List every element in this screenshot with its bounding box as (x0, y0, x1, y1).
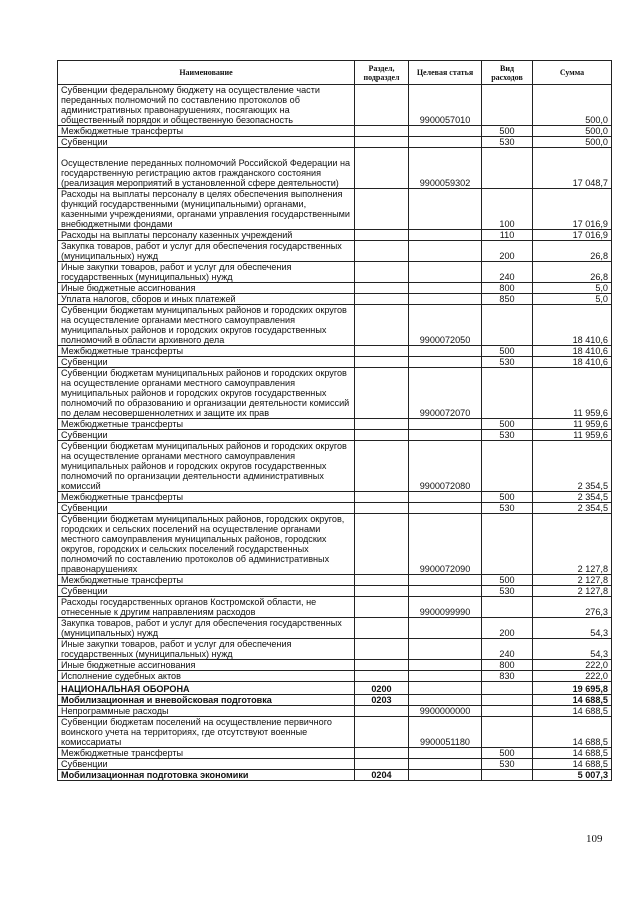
cell-amount: 2 354,5 (533, 503, 612, 514)
cell-amount: 11 959,6 (533, 368, 612, 419)
table-row (58, 430, 612, 441)
cell-section (355, 368, 409, 419)
cell-expense-type (482, 770, 533, 781)
cell-expense-type: 800 (482, 660, 533, 671)
cell-name: Субвенции бюджетам муниципальных районов и городских округов на осуществление органами местного самоуправления муниципальных районов и городских округов государственных полномочий по образованию и организации деятельности комиссий по делам несовершеннолетних и защите их прав (58, 368, 355, 419)
cell-expense-type: 200 (482, 241, 533, 262)
cell-section: 0203 (355, 695, 409, 706)
table-row (58, 660, 612, 671)
cell-name: Субвенции (58, 503, 355, 514)
cell-expense-type: 240 (482, 639, 533, 660)
cell-expense-type: 500 (482, 419, 533, 430)
cell-expense-type: 110 (482, 230, 533, 241)
cell-section (355, 671, 409, 682)
cell-target: 9900072080 (409, 441, 482, 492)
cell-amount: 17 016,9 (533, 189, 612, 230)
cell-amount: 5,0 (533, 294, 612, 305)
cell-section (355, 241, 409, 262)
header-target: Целевая статья (409, 61, 482, 85)
table-row (58, 695, 612, 706)
cell-target (409, 503, 482, 514)
table-row (58, 597, 612, 618)
cell-section (355, 717, 409, 748)
cell-expense-type (482, 514, 533, 575)
cell-expense-type: 240 (482, 262, 533, 283)
cell-expense-type (482, 706, 533, 717)
cell-target (409, 748, 482, 759)
cell-amount: 17 048,7 (533, 148, 612, 189)
cell-expense-type: 800 (482, 283, 533, 294)
table-row (58, 305, 612, 346)
cell-amount: 2 127,8 (533, 514, 612, 575)
cell-amount: 2 354,5 (533, 492, 612, 503)
cell-name: Иные бюджетные ассигнования (58, 660, 355, 671)
cell-name: Закупка товаров, работ и услуг для обеспечения государственных (муниципальных) нужд (58, 618, 355, 639)
cell-expense-type: 830 (482, 671, 533, 682)
cell-expense-type: 530 (482, 503, 533, 514)
table-row (58, 717, 612, 748)
cell-amount: 18 410,6 (533, 305, 612, 346)
table-row (58, 441, 612, 492)
header-name: Наименование (58, 61, 355, 85)
cell-name: Непрограммные расходы (58, 706, 355, 717)
cell-section (355, 346, 409, 357)
cell-name: Субвенции бюджетам поселений на осуществление первичного воинского учета на территориях, где отсутствуют военные комиссариаты (58, 717, 355, 748)
cell-target (409, 770, 482, 781)
table-row (58, 294, 612, 305)
cell-amount: 14 688,5 (533, 759, 612, 770)
cell-section (355, 148, 409, 189)
cell-expense-type (482, 695, 533, 706)
cell-amount: 11 959,6 (533, 419, 612, 430)
cell-section (355, 85, 409, 126)
table-row (58, 759, 612, 770)
cell-amount: 500,0 (533, 85, 612, 126)
cell-amount: 54,3 (533, 639, 612, 660)
cell-section (355, 430, 409, 441)
cell-expense-type: 530 (482, 430, 533, 441)
cell-name: Межбюджетные трансферты (58, 346, 355, 357)
cell-section (355, 126, 409, 137)
table-row (58, 230, 612, 241)
cell-section (355, 748, 409, 759)
cell-name: Мобилизационная и вневойсковая подготовка (58, 695, 355, 706)
cell-name: Мобилизационная подготовка экономики (58, 770, 355, 781)
table-row (58, 126, 612, 137)
table-header-row (58, 61, 612, 85)
cell-target: 9900051180 (409, 717, 482, 748)
cell-amount: 2 354,5 (533, 441, 612, 492)
cell-name: НАЦИОНАЛЬНАЯ ОБОРОНА (58, 682, 355, 695)
cell-target (409, 759, 482, 770)
cell-section (355, 586, 409, 597)
cell-name: Межбюджетные трансферты (58, 419, 355, 430)
cell-name: Межбюджетные трансферты (58, 575, 355, 586)
table-row (58, 706, 612, 717)
cell-section (355, 597, 409, 618)
cell-expense-type (482, 305, 533, 346)
cell-amount: 14 688,5 (533, 706, 612, 717)
header-expense-type: Вид расходов (482, 61, 533, 85)
table-row (58, 189, 612, 230)
cell-expense-type (482, 148, 533, 189)
cell-amount: 19 695,8 (533, 682, 612, 695)
cell-name: Субвенции (58, 586, 355, 597)
cell-section (355, 357, 409, 368)
table-row (58, 368, 612, 419)
table-row (58, 492, 612, 503)
header-section: Раздел, подраздел (355, 61, 409, 85)
cell-name: Субвенции (58, 357, 355, 368)
cell-name: Субвенции бюджетам муниципальных районов и городских округов на осуществление органами местного самоуправления муниципальных районов и городских округов государственных полномочий по организации деятельности административных комиссий (58, 441, 355, 492)
cell-amount: 5,0 (533, 283, 612, 294)
cell-name: Осуществление переданных полномочий Российской Федерации на государственную регистрацию актов гражданского состояния (реализация мероприятий в установленной сфере деятельности) (58, 148, 355, 189)
cell-target: 9900057010 (409, 85, 482, 126)
cell-expense-type (482, 368, 533, 419)
cell-section (355, 230, 409, 241)
cell-section (355, 575, 409, 586)
cell-expense-type: 530 (482, 586, 533, 597)
table-row (58, 586, 612, 597)
cell-expense-type: 500 (482, 492, 533, 503)
cell-name: Межбюджетные трансферты (58, 748, 355, 759)
table-row (58, 503, 612, 514)
cell-section (355, 294, 409, 305)
table-row (58, 357, 612, 368)
table-row (58, 671, 612, 682)
cell-amount: 14 688,5 (533, 748, 612, 759)
cell-amount: 222,0 (533, 671, 612, 682)
cell-target (409, 586, 482, 597)
cell-expense-type: 500 (482, 126, 533, 137)
cell-expense-type (482, 597, 533, 618)
cell-target (409, 357, 482, 368)
cell-amount: 26,8 (533, 241, 612, 262)
table-row (58, 618, 612, 639)
page-number: 109 (586, 833, 603, 845)
table-row (58, 85, 612, 126)
cell-section (355, 492, 409, 503)
table-row (58, 283, 612, 294)
cell-target: 9900072090 (409, 514, 482, 575)
cell-target: 9900072070 (409, 368, 482, 419)
cell-name: Закупка товаров, работ и услуг для обеспечения государственных (муниципальных) нужд (58, 241, 355, 262)
cell-section (355, 419, 409, 430)
cell-section (355, 503, 409, 514)
cell-section (355, 262, 409, 283)
cell-section (355, 137, 409, 148)
table-row (58, 241, 612, 262)
cell-name: Субвенции бюджетам муниципальных районов и городских округов на осуществление органами местного самоуправления муниципальных районов и городских округов государственных полномочий в области архивного дела (58, 305, 355, 346)
cell-target: 9900000000 (409, 706, 482, 717)
cell-name: Исполнение судебных актов (58, 671, 355, 682)
cell-amount: 2 127,8 (533, 586, 612, 597)
cell-section (355, 759, 409, 770)
cell-target (409, 283, 482, 294)
cell-section: 0200 (355, 682, 409, 695)
cell-amount: 14 688,5 (533, 717, 612, 748)
cell-name: Расходы на выплаты персоналу казенных учреждений (58, 230, 355, 241)
table-row (58, 137, 612, 148)
cell-section (355, 189, 409, 230)
cell-expense-type (482, 717, 533, 748)
cell-expense-type: 200 (482, 618, 533, 639)
cell-target (409, 137, 482, 148)
table-row (58, 682, 612, 695)
cell-target: 9900059302 (409, 148, 482, 189)
cell-name: Субвенции (58, 430, 355, 441)
table-row (58, 148, 612, 189)
table-row (58, 575, 612, 586)
cell-target (409, 346, 482, 357)
cell-target (409, 241, 482, 262)
cell-target (409, 660, 482, 671)
cell-amount: 26,8 (533, 262, 612, 283)
cell-name: Иные закупки товаров, работ и услуг для обеспечения государственных (муниципальных) нужд (58, 262, 355, 283)
cell-name: Субвенции (58, 759, 355, 770)
cell-target: 9900072050 (409, 305, 482, 346)
cell-target (409, 430, 482, 441)
table-row (58, 770, 612, 781)
cell-name: Межбюджетные трансферты (58, 126, 355, 137)
cell-amount: 18 410,6 (533, 357, 612, 368)
cell-expense-type (482, 682, 533, 695)
header-amount: Сумма (533, 61, 612, 85)
cell-expense-type: 500 (482, 346, 533, 357)
cell-name: Расходы на выплаты персоналу в целях обеспечения выполнения функций государственными (муниципальными) органами, казенными учреждениями, органами управления государственными внебюджетными фондами (58, 189, 355, 230)
cell-section (355, 283, 409, 294)
cell-target (409, 575, 482, 586)
cell-section (355, 514, 409, 575)
cell-expense-type (482, 441, 533, 492)
cell-amount: 5 007,3 (533, 770, 612, 781)
table-row (58, 419, 612, 430)
cell-amount: 14 688,5 (533, 695, 612, 706)
cell-expense-type (482, 85, 533, 126)
table-row (58, 262, 612, 283)
cell-target (409, 419, 482, 430)
cell-expense-type: 530 (482, 759, 533, 770)
cell-target (409, 126, 482, 137)
table-body (58, 85, 612, 781)
cell-target (409, 639, 482, 660)
cell-target (409, 671, 482, 682)
cell-name: Межбюджетные трансферты (58, 492, 355, 503)
table-row (58, 748, 612, 759)
cell-target (409, 230, 482, 241)
table-row (58, 639, 612, 660)
cell-target (409, 682, 482, 695)
cell-target (409, 695, 482, 706)
cell-amount: 2 127,8 (533, 575, 612, 586)
cell-expense-type: 500 (482, 575, 533, 586)
cell-target: 9900099990 (409, 597, 482, 618)
cell-target (409, 618, 482, 639)
cell-target (409, 294, 482, 305)
cell-name: Расходы государственных органов Костромской области, не отнесенные к другим направлениям расходов (58, 597, 355, 618)
cell-target (409, 492, 482, 503)
cell-amount: 276,3 (533, 597, 612, 618)
cell-section (355, 441, 409, 492)
cell-name: Уплата налогов, сборов и иных платежей (58, 294, 355, 305)
cell-target (409, 262, 482, 283)
cell-section (355, 706, 409, 717)
cell-amount: 17 016,9 (533, 230, 612, 241)
cell-section (355, 618, 409, 639)
cell-section (355, 660, 409, 671)
cell-amount: 18 410,6 (533, 346, 612, 357)
budget-table (57, 60, 612, 781)
cell-name: Субвенции бюджетам муниципальных районов, городских округов, городских и сельских поселений на осуществление органами местного самоуправления муниципальных районов, городских округов, городских и сельских поселений государственных полномочий по составлению протоколов об административных правонарушениях (58, 514, 355, 575)
cell-name: Субвенции (58, 137, 355, 148)
cell-amount: 11 959,6 (533, 430, 612, 441)
cell-name: Иные бюджетные ассигнования (58, 283, 355, 294)
table-row (58, 346, 612, 357)
cell-amount: 222,0 (533, 660, 612, 671)
cell-section: 0204 (355, 770, 409, 781)
cell-expense-type: 850 (482, 294, 533, 305)
table-row (58, 514, 612, 575)
cell-name: Иные закупки товаров, работ и услуг для обеспечения государственных (муниципальных) нужд (58, 639, 355, 660)
cell-amount: 500,0 (533, 137, 612, 148)
cell-section (355, 305, 409, 346)
cell-amount: 54,3 (533, 618, 612, 639)
cell-section (355, 639, 409, 660)
cell-expense-type: 500 (482, 748, 533, 759)
cell-expense-type: 100 (482, 189, 533, 230)
cell-expense-type: 530 (482, 357, 533, 368)
cell-name: Субвенции федеральному бюджету на осуществление части переданных полномочий по составлению протоколов об административных правонарушениях, посягающих на общественный порядок и общественную безопасность (58, 85, 355, 126)
cell-amount: 500,0 (533, 126, 612, 137)
cell-target (409, 189, 482, 230)
cell-expense-type: 530 (482, 137, 533, 148)
